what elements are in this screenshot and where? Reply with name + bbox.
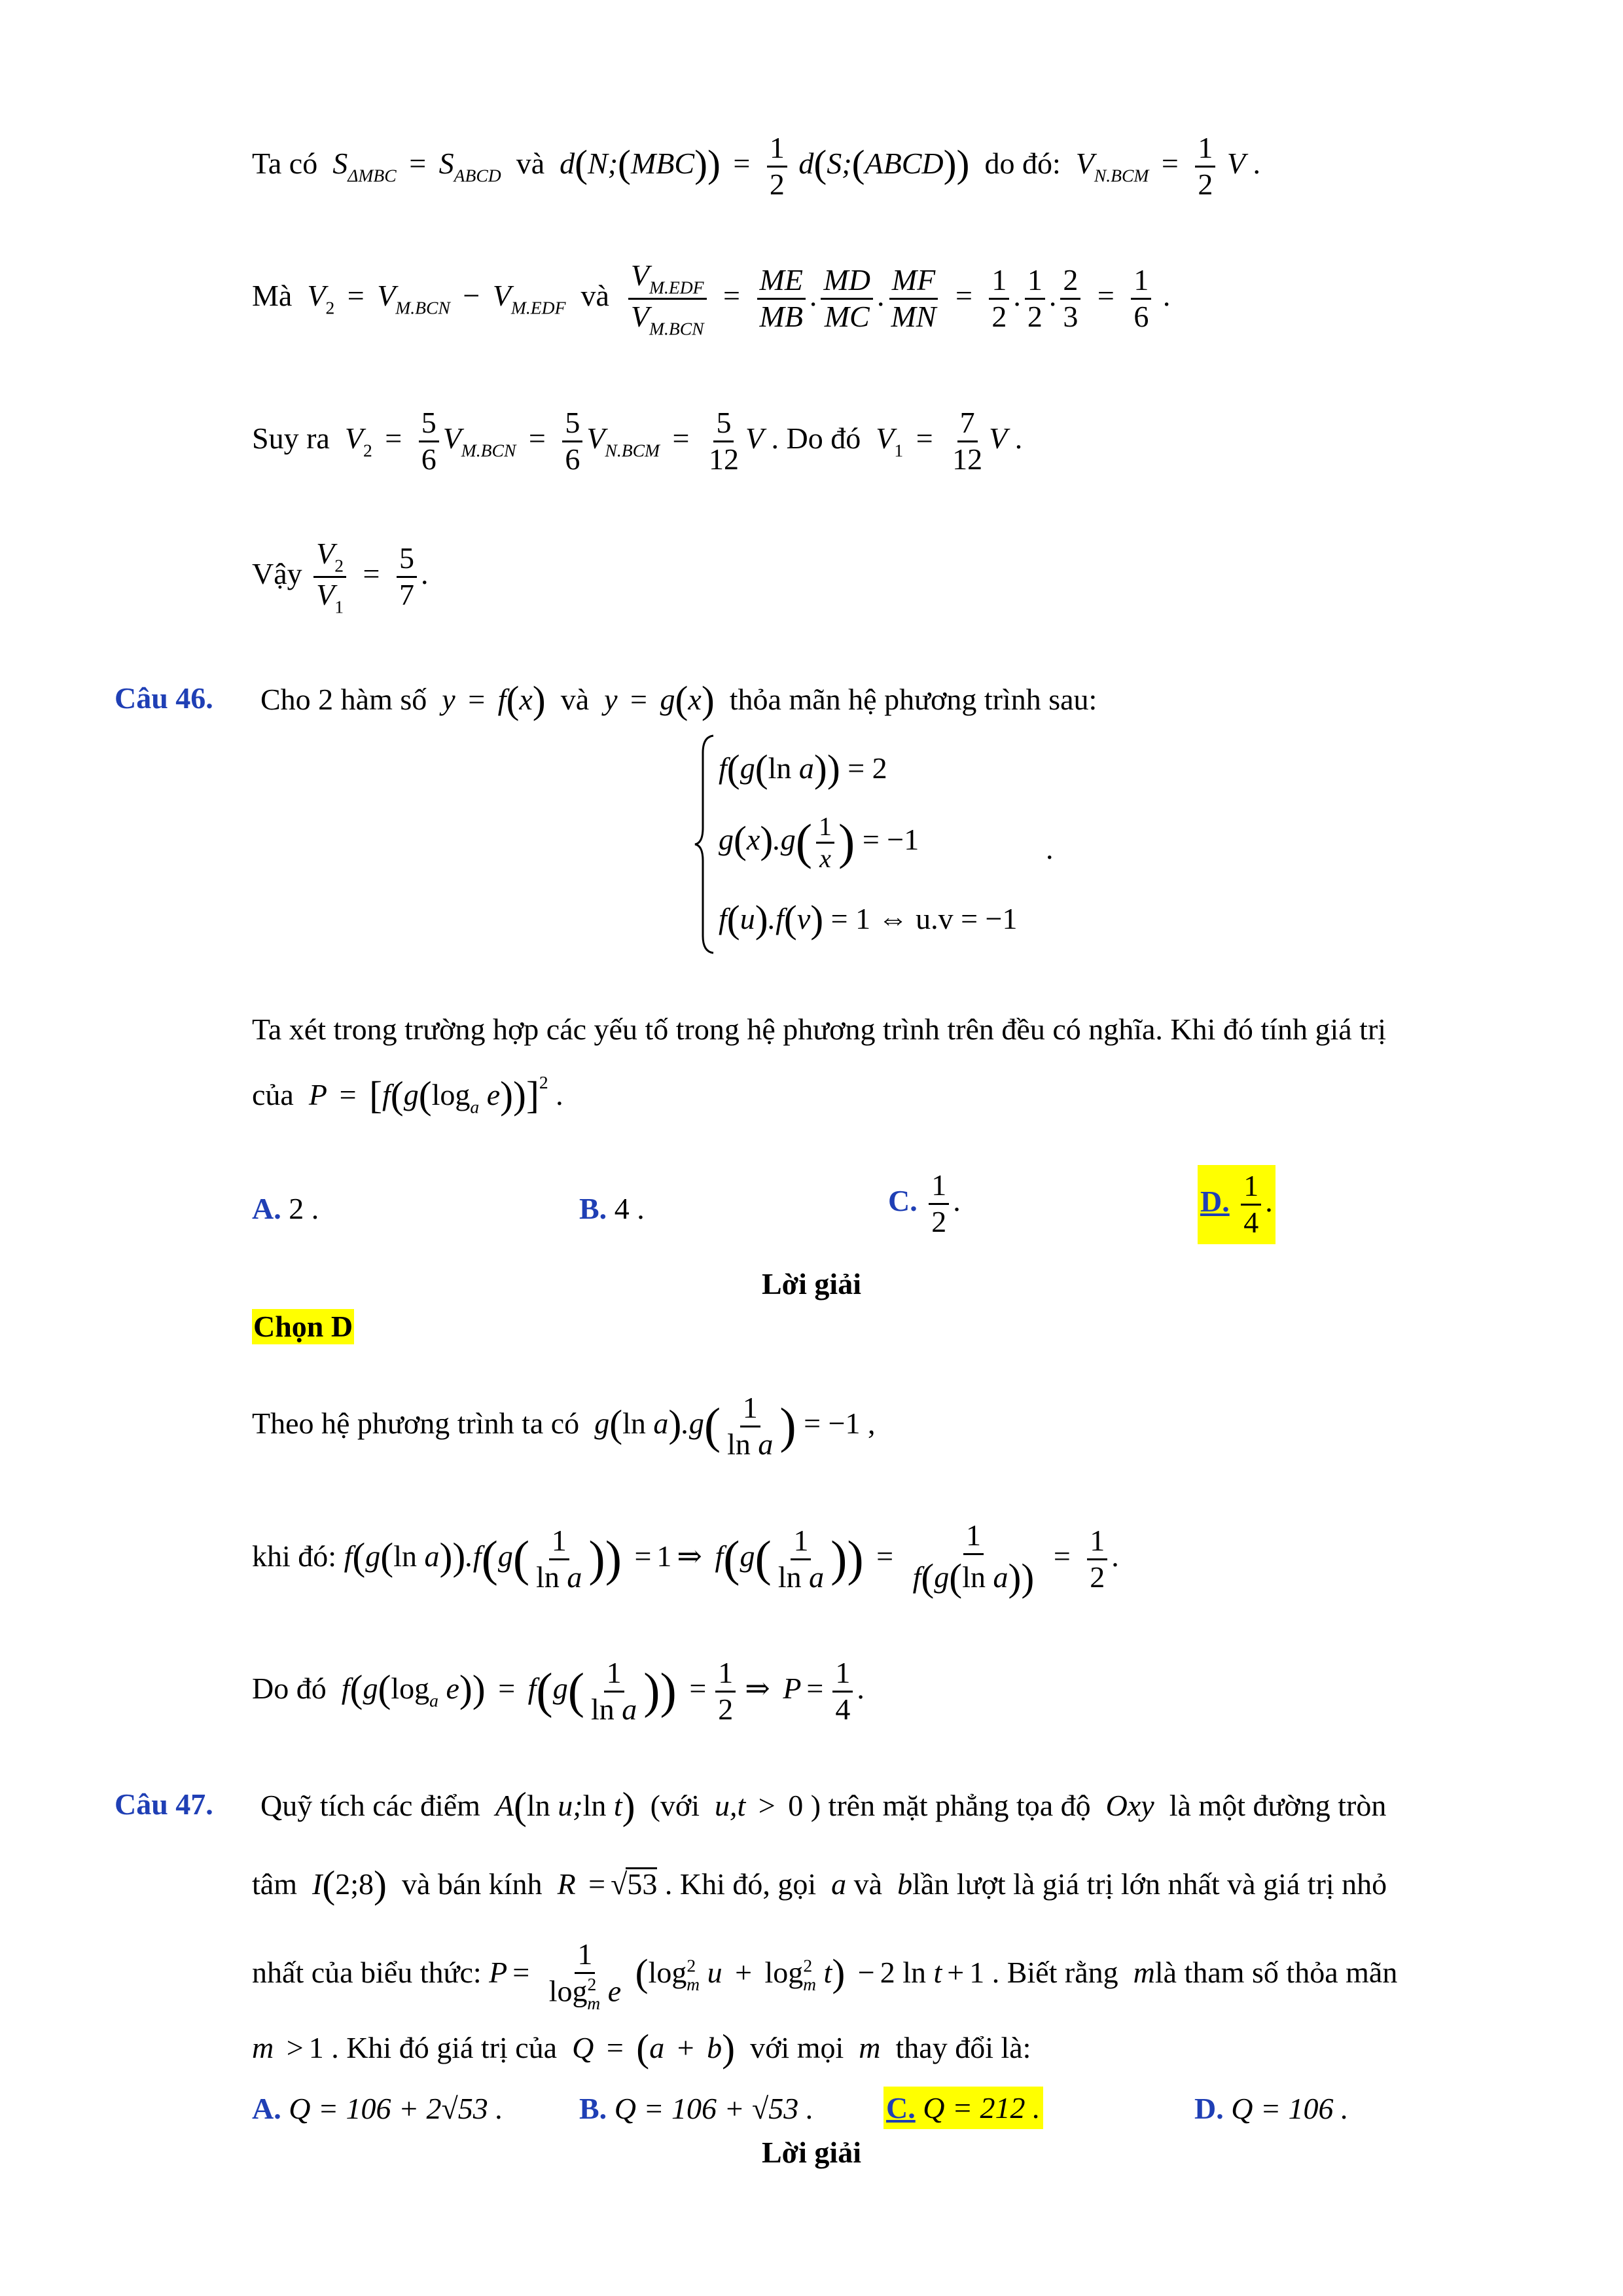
- question-47-label: Câu 47.: [115, 1787, 213, 1821]
- fraction: $\frac{1}{2}$: [767, 131, 787, 202]
- option-d[interactable]: D. $\frac{1}{4}$ .: [1198, 1165, 1275, 1244]
- fraction: $\frac{1}{2}$: [1195, 131, 1215, 202]
- solution-46-line-1: Theo hệ phương trình ta có g(ln a).g( $\frac{1}{\text{ln a}}$ ) = −1 ,: [252, 1391, 876, 1461]
- option-a[interactable]: A. 2 .: [252, 1192, 319, 1225]
- option-c[interactable]: C. $\frac{1}{2}$ .: [888, 1168, 961, 1238]
- solution-line-1: Ta có $S_{\Delta MBC} = S_{ABCD}$ và d(N;(MBC)) = $\frac{1}{2}$ d(S;(ABCD)) do đó: $V_{N.BCM}$ = $\frac{1}{2}$ V .: [252, 131, 1260, 201]
- system-row-1: f(g(ln a)) = 2: [719, 747, 887, 790]
- question-47-line-2: tâm I(2;8) và bán kính R = √53 . Khi đó, gọi a và blần lượt là giá trị lớn nhất và giá trị nhỏ: [252, 1863, 1387, 1906]
- option-b[interactable]: B. 4 .: [579, 1192, 645, 1225]
- option-d-47[interactable]: D. Q = 106 .: [1194, 2092, 1349, 2125]
- solution-46-line-3: Do đó $f(g(\log_a$ e)) = f(g( $\frac{1}{\text{ln a}}$ )) = $\frac{1}{2}$ ⇒ P = $\frac{1}{4}$ .: [252, 1656, 865, 1726]
- question-47-line-1: Quỹ tích các điểm A(ln u;ln t) (với u,t > 0 ) trên mặt phẳng tọa độ Oxy là một đường tròn: [260, 1784, 1387, 1827]
- question-47-line-3: nhất của biểu thức: P = $\frac{1}{\log^2_m e}$ ($\log^2_m$ $u + \log^2_m t) - 2$ ln t + 1 . Biết rằng mlà tham số thỏa mãn: [252, 1937, 1398, 2013]
- question-46-ask-1: Ta xét trong trường hợp các yếu tố trong hệ phương trình trên đều có nghĩa. Khi đó tính giá trị: [252, 1013, 1387, 1046]
- option-c-47[interactable]: C. Q = 212 .: [883, 2087, 1043, 2129]
- question-46-label: Câu 46.: [115, 681, 213, 715]
- solution-line-3: Suy ra $V_2$ = $\frac{5}{6}$ $V_{M.BCN}$ = $\frac{5}{6}$ $V_{N.BCM}$ = $\frac{5}{12}$ V . Do đó $V_1$ = $\frac{7}{12}$ V .: [252, 406, 1023, 476]
- solution-heading-46: Lời giải: [762, 1267, 861, 1300]
- system-row-2: g(x).g( $\frac{1}{x}$ ) = −1: [719, 812, 919, 873]
- solution-line-2: Mà $V_2 = V_{M.BCN} - V_{M.EDF}$ và $\frac{V_{M.EDF}}{V_{M.BCN}}$ = $\frac{ME}{MB}$ . $\frac{MD}{MC}$ . $\frac{MF}{MN}$ = $\frac{1}{2}$ . $\frac{1}{2}$ . $\frac{2}{3}$ = $\frac{1}{6}$ .: [252, 259, 1171, 339]
- option-b-47[interactable]: B. Q = 106 + √53 .: [579, 2092, 814, 2125]
- chosen-answer-badge: Chọn D: [253, 1310, 353, 1343]
- question-46-intro: Cho 2 hàm số y = f(x) và y = g(x) thỏa mãn hệ phương trình sau:: [260, 678, 1097, 721]
- question-47-line-4: m > 1 . Khi đó giá trị của Q = (a + b) với mọi m thay đổi là:: [252, 2026, 1031, 2070]
- option-a-47[interactable]: A. Q = 106 + 2√53 .: [252, 2092, 503, 2125]
- solution-line-4: Vậy $\frac{V_2}{V_1}$ = $\frac{5}{7}$ .: [252, 537, 429, 617]
- question-46-ask-2: của $P = [f(g(\log_a$ e))]$^2$ .: [252, 1072, 563, 1117]
- brace-icon: [692, 733, 719, 956]
- solution-46-line-2: khi đó: f(g(ln a)).f(g( $\frac{1}{\text{ln a}}$ )) = 1 ⇒ f(g( $\frac{1}{\text{ln a}}$ )) = $\frac{1}{\text{f(g(ln a))}}$ = $\frac{1}{2}$ .: [252, 1518, 1119, 1599]
- system-row-3: f(u).f(v) = 1 ⇔ u.v = −1: [719, 897, 1018, 941]
- solution-heading-47: Lời giải: [762, 2136, 861, 2169]
